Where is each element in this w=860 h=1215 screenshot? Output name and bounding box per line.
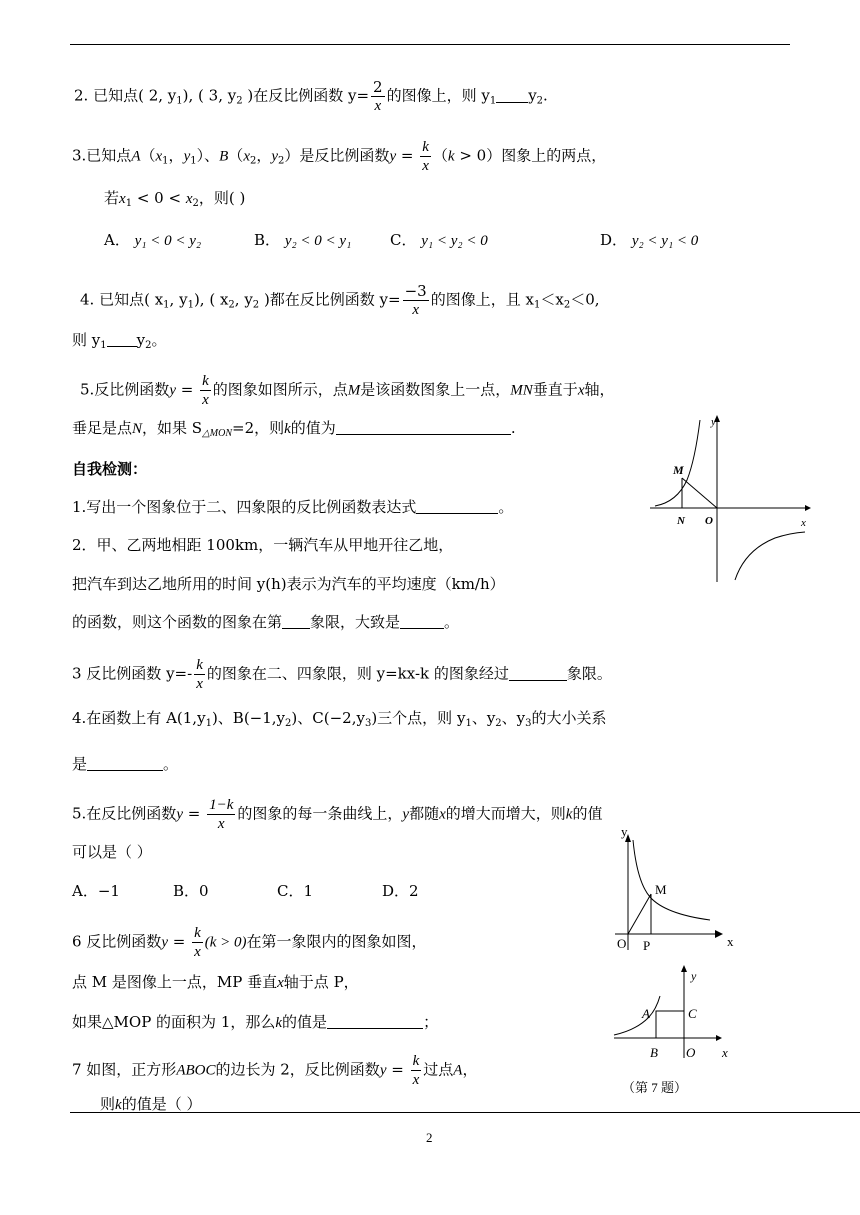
option-c[interactable]: C．1 bbox=[277, 882, 314, 900]
label-c: C bbox=[688, 1006, 697, 1021]
question-3: 3.已知点$A(x_1$，$y_1$）、$B(x_2$，$y_2$）是反比例函数y = $\frac{k}{x}$ （k > 0）图象上的两点， bbox=[72, 139, 607, 174]
self-test-5-line2: 可以是（ ） bbox=[72, 843, 152, 861]
header-rule bbox=[70, 44, 790, 45]
label-b: B bbox=[650, 1045, 658, 1060]
option-c[interactable]: C． y₁ < y₂ < 0 bbox=[390, 231, 488, 249]
label-y: y bbox=[621, 824, 628, 839]
label-o: O bbox=[617, 936, 627, 951]
self-test-6-line2: 点 M 是图像上一点，MP 垂直x轴于点 P， bbox=[72, 973, 359, 991]
option-d[interactable]: D． y₂ < y₁ < 0 bbox=[600, 231, 699, 249]
option-a[interactable]: A． y₁ < 0 < y₂ bbox=[104, 231, 202, 249]
fraction-1-minus-k-over-x: $\frac{1-k}{x}$ bbox=[209, 797, 234, 832]
figure-caption: （第 7 题） bbox=[622, 1080, 688, 1095]
label-y: y bbox=[691, 969, 697, 983]
question-5: 5.反比例函数y = $\frac{k}{x}$ 的图象如图所示，点M是该函数图象上一点，MN垂直于x轴， bbox=[80, 373, 615, 408]
figure-square-aboc bbox=[606, 958, 756, 1103]
label-x: x bbox=[722, 1045, 728, 1060]
option-b[interactable]: B．0 bbox=[173, 882, 209, 900]
page-number: 2 bbox=[426, 1130, 433, 1145]
section-heading-self-test: 自我检测： bbox=[72, 460, 148, 478]
label-a: A bbox=[642, 1006, 650, 1021]
label-o: O bbox=[705, 515, 713, 527]
self-test-1: 1.写出一个图象位于二、四象限的反比例函数表达式 。 bbox=[72, 498, 514, 516]
label-n: N bbox=[677, 515, 685, 527]
fraction-k-over-x: $\frac{k}{x}$ bbox=[412, 1053, 420, 1088]
self-test-6: 6 反比例函数y = $\frac{k}{x}$ (k > 0)在第一象限内的图象如图， bbox=[72, 925, 427, 960]
self-test-2-line1: 2．甲、乙两地相距 100km，一辆汽车从甲地开往乙地， bbox=[72, 536, 454, 554]
self-test-7-line2: 则k的值是（ ） bbox=[100, 1095, 202, 1113]
fraction-k-over-x: $\frac{k}{x}$ bbox=[422, 139, 429, 174]
answer-blank[interactable] bbox=[282, 614, 310, 629]
label-m: M bbox=[673, 463, 684, 477]
self-test-2-line3: 的函数，则这个函数的图象在第 象限，大致是 。 bbox=[72, 613, 460, 631]
question-3-condition: 若$x_1 < 0 < x_2$，则( ) bbox=[104, 189, 246, 209]
question-2: 2. 已知点( 2, $y_1$), ( 3, $y_2$ )在反比例函数 y= $\frac{2}{x}$ 的图像上，则 $y_1$ $y_2$. bbox=[74, 78, 548, 114]
self-test-6-line3: 如果△MOP 的面积为 1，那么k的值是 ； bbox=[72, 1013, 439, 1031]
fraction-k-over-x: $\frac{k}{x}$ bbox=[196, 657, 203, 692]
fraction-2-over-x: $\frac{2}{x}$ bbox=[373, 78, 383, 114]
answer-blank[interactable] bbox=[87, 756, 163, 771]
answer-blank[interactable] bbox=[416, 499, 498, 514]
option-d[interactable]: D．2 bbox=[382, 882, 419, 900]
label-m: M bbox=[655, 882, 667, 897]
footer-rule bbox=[70, 1112, 860, 1113]
figure-hyperbola-mop bbox=[605, 822, 755, 957]
label-x: x bbox=[727, 934, 734, 949]
label-x: x bbox=[801, 517, 806, 529]
question-5-line2: 垂足是点N，如果 $S_{\triangle MON}=2$，则k的值为 . bbox=[72, 419, 516, 439]
figure-hyperbola-mon bbox=[645, 410, 815, 585]
fraction-neg3-over-x: $\frac{-3}{x}$ bbox=[404, 282, 427, 318]
answer-blank[interactable] bbox=[400, 614, 444, 629]
self-test-5: 5.在反比例函数y = $\frac{1-k}{x}$ 的图象的每一条曲线上，y都随x的增大而增大，则k的值 bbox=[72, 797, 603, 832]
self-test-7: 7 如图，正方形ABOC的边长为 2，反比例函数y = $\frac{k}{x}$ 过点A， bbox=[72, 1053, 478, 1088]
answer-blank[interactable] bbox=[336, 420, 511, 435]
label-o: O bbox=[686, 1045, 696, 1060]
answer-blank[interactable] bbox=[509, 666, 567, 681]
option-a[interactable]: A．−1 bbox=[72, 882, 120, 900]
self-test-4: 4.在函数上有 $A(1,y_1)$、$B(-1,y_2)$、$C(-2,y_3)$三个点，则 $y_1$、$y_2$、$y_3$的大小关系 bbox=[72, 709, 607, 729]
answer-blank[interactable] bbox=[496, 88, 528, 103]
self-test-2-line2: 把汽车到达乙地所用的时间 y(h)表示为汽车的平均速度（km/h） bbox=[72, 575, 505, 593]
answer-blank[interactable] bbox=[107, 332, 137, 347]
fraction-k-over-x: $\frac{k}{x}$ bbox=[194, 925, 201, 960]
question-4: 4. 已知点( $x_1$, $y_1$), ( $x_2$, $y_2$ )都在反比例函数 y= $\frac{-3}{x}$ 的图像上，且 $x_1<x_2<0$, bbox=[80, 282, 600, 318]
question-4-line2: 则 $y_1$ $y_2$。 bbox=[72, 331, 167, 351]
answer-blank[interactable] bbox=[327, 1014, 423, 1029]
option-b[interactable]: B． y₂ < 0 < y₁ bbox=[254, 231, 352, 249]
label-y: y bbox=[711, 416, 716, 428]
self-test-3: 3 反比例函数 y=- $\frac{k}{x}$ 的图象在二、四象限，则 y=kx-k 的图象经过 象限。 bbox=[72, 657, 612, 692]
label-p: P bbox=[643, 938, 651, 953]
fraction-k-over-x: $\frac{k}{x}$ bbox=[202, 373, 209, 408]
self-test-4-line2: 是 。 bbox=[72, 755, 179, 773]
